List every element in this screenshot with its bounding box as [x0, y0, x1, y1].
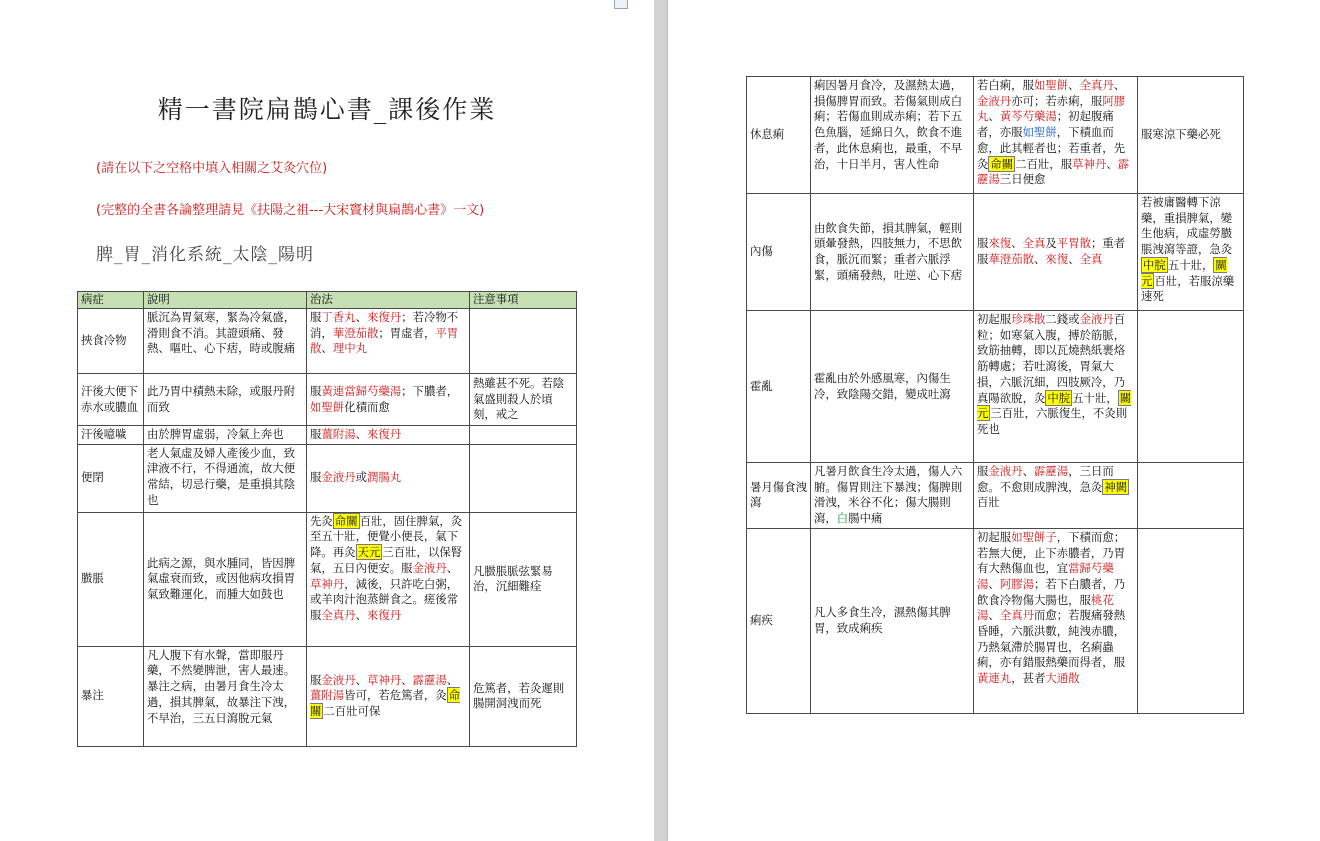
section-subtitle: 脾_胃_消化系統_太陰_陽明 — [96, 245, 314, 265]
page-right — [668, 0, 1320, 841]
notes-cell — [1138, 311, 1244, 463]
page-left — [0, 0, 654, 841]
document-title: 精一書院扁鵲心書_課後作業 — [157, 95, 497, 124]
disease-cell: 休息痢 — [747, 77, 811, 194]
disease-cell: 汗後噫噦 — [78, 426, 144, 445]
header-description: 說明 — [144, 292, 307, 309]
header-notes: 注意事項 — [470, 292, 577, 309]
notes-cell — [1138, 528, 1244, 713]
acupoint-answer[interactable]: 命關 — [310, 688, 461, 719]
table-row — [78, 309, 577, 374]
notes-cell — [1138, 463, 1244, 529]
description-cell: 由於脾胃虛弱，冷氣上奔也 — [144, 426, 307, 445]
description-cell: 老人氣虛及婦人產後少血，致津液不行，不得通流，故大便常結，切忌行藥，是重損其陰也 — [144, 444, 307, 512]
disease-cell: 霍亂 — [747, 311, 811, 463]
disease-cell: 內傷 — [747, 194, 811, 311]
disease-cell: 汗後大便下赤水或膿血 — [78, 374, 144, 426]
header-treatment: 治法 — [307, 292, 470, 309]
table-row — [747, 528, 1244, 713]
document-icon — [614, 0, 628, 9]
instruction-note: (請在以下之空格中填入相關之艾灸穴位) — [96, 161, 328, 176]
treatment-cell: 初起服珍珠散二錢或金液丹百粒；如寒氣入腹，搏於筋脈，致筋抽轉，即以瓦燒熱紙裹烙筋轉處；若吐瀉後，胃氣大損，六脈沉細，四肢厥冷，乃真陽欲脫，灸 中脘 五十壯， 關元 三百壯，六脈復生，不灸則死也 — [974, 311, 1138, 463]
treatment-cell: 服金液丹、草神丹、霹靂湯、薑附湯皆可，若危篤者，灸 命關 二百壯可保 — [307, 646, 470, 746]
disease-cell: 便閉 — [78, 444, 144, 512]
description-cell: 霍亂由於外感風寒，內傷生冷，致陰陽交錯，變成吐瀉 — [811, 311, 974, 463]
description-cell: 由飲食失節，損其脾氣，輕則頭暈發熱，四肢無力，不思飲食，脈沉而緊；重者六脈浮緊，頭痛發熱，吐逆、心下痞 — [811, 194, 974, 311]
disease-cell: 挾食冷物 — [78, 309, 144, 374]
table-row — [78, 444, 577, 512]
treatment-table-1 — [77, 291, 577, 747]
table-row — [78, 426, 577, 445]
disease-cell: 痢疾 — [747, 528, 811, 713]
disease-cell: 臌脹 — [78, 512, 144, 646]
page-gap — [654, 0, 668, 841]
treatment-cell: 初起服如聖餅子，下積而愈；若無大便，止下赤膿者，乃胃有大熱傷血也，宜當歸芍藥湯、阿膠湯；若下白膿者，乃飲食冷物傷大腸也，服桃花湯、全真丹而愈；若腹痛發熱昏睡，六脈洪數，純洩赤膿，乃熱氣滯於腸胃也，名痢蟲痢，亦有錯服熱藥而得者，服黃連丸，甚者大通散 — [974, 528, 1138, 713]
table-row — [78, 512, 577, 646]
notes-cell — [470, 444, 577, 512]
table-row — [747, 77, 1244, 194]
acupoint-answer[interactable]: 關元 — [977, 390, 1132, 421]
notes-cell — [470, 309, 577, 374]
description-cell: 凡暑月飲食生冷太過，傷人六腑。傷胃則注下暴洩；傷脾則滑洩，米谷不化；傷大腸則瀉，白腸中痛 — [811, 463, 974, 529]
table-row — [747, 194, 1244, 311]
table-row — [747, 311, 1244, 463]
disease-cell: 暴注 — [78, 646, 144, 746]
description-cell: 此乃胃中積熱未除，或服丹附而致 — [144, 374, 307, 426]
treatment-table-2 — [746, 76, 1244, 714]
description-cell: 痢因暑月食冷，及濕熱太過，損傷脾胃而致。若傷氣則成白痢；若傷血則成赤痢；若下五色魚腦，延綿日久，飲食不進者，此休息痢也，最重，不早治，十日半月，害人性命 — [811, 77, 974, 194]
table-row — [78, 374, 577, 426]
table-header-row — [78, 292, 577, 309]
disease-cell: 暑月傷食洩瀉 — [747, 463, 811, 529]
description-cell: 此病之源，與水腫同，皆因脾氣虛衰而致，或因他病攻損胃氣致難運化，而腫大如鼓也 — [144, 512, 307, 646]
description-cell: 凡人多食生冷，濕熱傷其脾胃，致成痢疾 — [811, 528, 974, 713]
acupoint-answer[interactable]: 天元 — [357, 545, 381, 560]
header-disease: 病症 — [78, 292, 144, 309]
treatment-cell: 先灸 命關 百壯，固住脾氣，灸至五十壯，便覺小便長，氣下降。再灸 天元 三百壯，以保腎氣，五日內便安。服金液丹、草神丹，減後，只許吃白粥，或羊肉汁泡蒸餅食之。瘥後常服全真丹、來復丹 — [307, 512, 470, 646]
acupoint-answer[interactable]: 中脘 — [1143, 257, 1166, 272]
acupoint-answer[interactable]: 中脘 — [1047, 390, 1071, 405]
acupoint-answer[interactable]: 關元 — [1141, 257, 1227, 288]
notes-cell: 若被庸醫轉下涼藥，重損脾氣，變生他病，成虛勞臌脹洩瀉等證，急灸中脘 五十壯， 關元 百壯，若服涼藥速死 — [1138, 194, 1244, 311]
acupoint-answer[interactable]: 神闕 — [1104, 479, 1128, 494]
treatment-cell: 服丁香丸、來復丹；若冷物不消，華澄茄散；胃虛者，平胃散、理中丸 — [307, 309, 470, 374]
treatment-cell: 若白痢，服如聖餅、全真丹、金液丹亦可；若赤痢，服阿膠丸、黃芩芍藥湯；初起腹痛者，亦服如聖餅，下積血而愈，此其輕者也；若重者，先灸 命關 二百壯，服草神丹、霹靂湯三日便愈 — [974, 77, 1138, 194]
notes-cell: 熱雖甚不死。若陰氣盛則殺人於頃刻，戒之 — [470, 374, 577, 426]
reference-note: (完整的全書各論整理請見《扶陽之祖---大宋竇材與扁鵲心書》一文) — [96, 203, 485, 218]
treatment-cell: 服金液丹、霹靂湯，三日而愈。不愈則成脾洩，急灸 神闕百壯 — [974, 463, 1138, 529]
treatment-cell: 服薑附湯、來復丹 — [307, 426, 470, 445]
notes-cell: 凡臌脹脈弦緊易治，沉細難痊 — [470, 512, 577, 646]
treatment-cell: 服黃連當歸芍藥湯；下膿者，如聖餅化積而愈 — [307, 374, 470, 426]
description-cell: 脈沉為胃氣寒，緊為冷氣盛，滑則食不消。其證頭痛、發熱、嘔吐、心下痞，時或腹痛 — [144, 309, 307, 374]
notes-cell: 服寒涼下藥必死 — [1138, 77, 1244, 194]
table-row — [78, 646, 577, 746]
acupoint-answer[interactable]: 命關 — [990, 156, 1014, 171]
acupoint-answer[interactable]: 命關 — [334, 513, 358, 528]
notes-cell: 危篤者，若灸遲則腸開洞洩而死 — [470, 646, 577, 746]
treatment-cell: 服金液丹或潤腸丸 — [307, 444, 470, 512]
treatment-cell: 服來復、全真及平胃散；重者服華澄茄散、來復、全真 — [974, 194, 1138, 311]
table-row — [747, 463, 1244, 529]
notes-cell — [470, 426, 577, 445]
description-cell: 凡人腹下有水聲，當即服丹藥，不然變脾泄，害人最速。暴注之病，由暑月食生冷太過，損其脾氣，故暴注下洩，不早治，三五日瀉脫元氣 — [144, 646, 307, 746]
